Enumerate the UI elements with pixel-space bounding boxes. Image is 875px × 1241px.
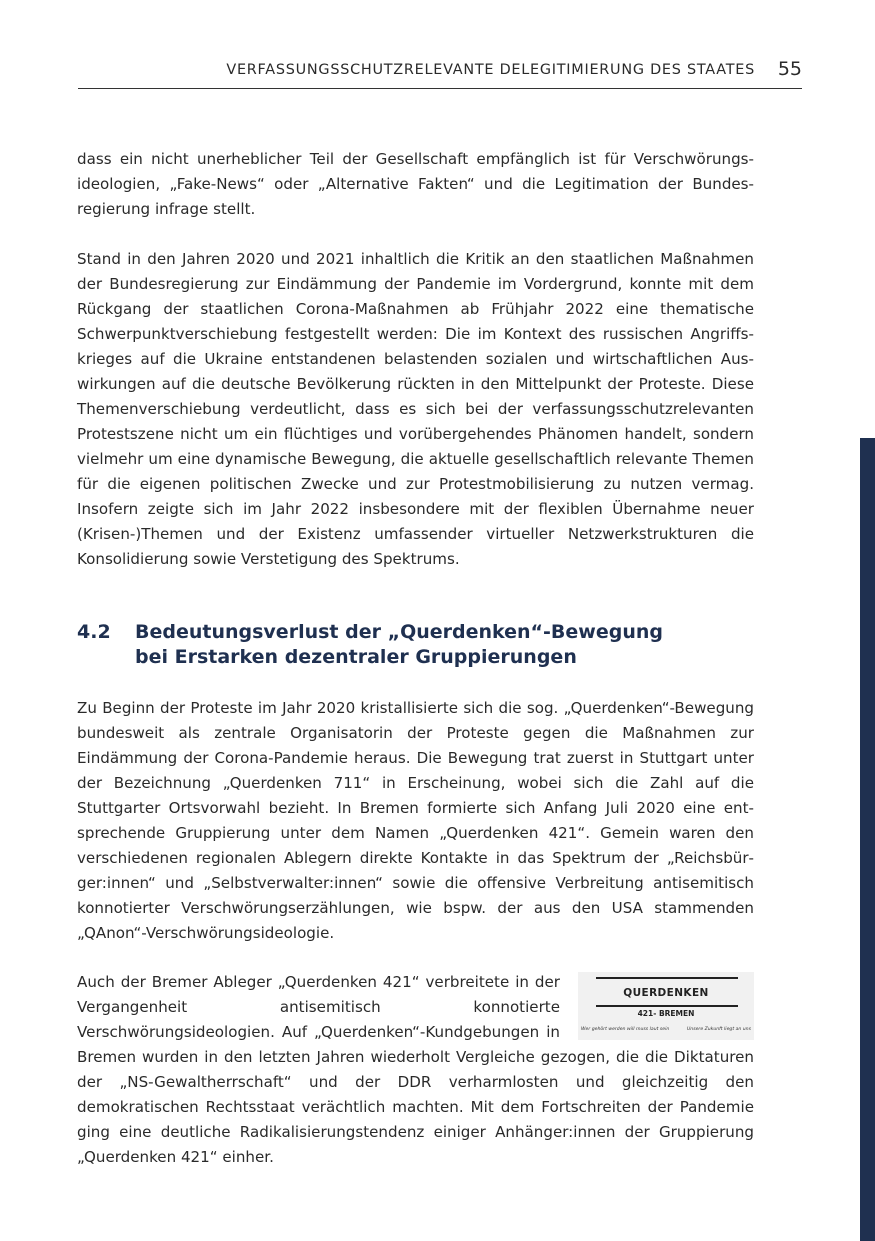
logo-rule	[596, 977, 738, 979]
page-number: 55	[777, 58, 802, 80]
side-color-bar	[860, 438, 875, 1241]
paragraph-text: Auch der Bremer Ableger „Querdenken 421“ verbreitete in der Vergangenheit antisemitisch konnotierte Verschwörungsideologien. Auf „Querdenken“-Kundgebungen in Bremen wurden in den letzten Jahren wiederholt Vergleiche gezogen, die die Diktaturen der „NS-Gewaltherrschaft“ und der DDR verharmlosten und gleichzeitig den demokratischen Rechtsstaat verächtlich machten. Mit dem Fortschreiten der Pandemie ging eine deutliche Radikalisierungstendenz einiger Anhänger:innen der Gruppierung „Querdenken 421“ einher.	[77, 973, 754, 1166]
running-header	[78, 58, 802, 89]
body-paragraph: dass ein nicht unerheblicher Teil der Gesellschaft empfänglich ist für Verschwörungsideologien, „Fake-News“ oder „Alternative Fakten“ und die Legitimation der Bundesregierung infrage stellt.	[77, 150, 754, 218]
section-title	[135, 620, 775, 670]
querdenken-421-logo	[578, 972, 754, 1040]
logo-subtitle: 421- BREMEN	[637, 1009, 695, 1018]
section-number: 4.2	[77, 621, 111, 643]
body-paragraph: Zu Beginn der Proteste im Jahr 2020 kristallisierte sich die sog. „Querdenken“-Bewegung bundesweit als zentrale Organisatorin der Proteste gegen die Maßnahmen zur Eindämmung der Corona-Pandemie heraus. Die Bewegung trat zuerst in Stuttgart unter der Bezeichnung „Querdenken 711“ in Erscheinung, wobei sich die Zahl auf die Stuttgarter Ortsvorwahl bezieht. In Bremen formierte sich Anfang Juli 2020 eine entsprechende Gruppierung unter dem Namen „Querdenken 421“. Gemein waren den verschiedenen regionalen Ablegern direkte Kontakte in das Spektrum der „Reichsbürger:innen“ und „Selbstverwalter:innen“ sowie die offensive Verbreitung antisemitisch konnotierter Verschwörungserzählungen, wie bspw. der aus den USA stammenden „QAnon“-Verschwörungsideologie.	[77, 699, 754, 942]
body-paragraph-with-figure	[77, 970, 754, 1170]
logo-slogan-right: Unsere Zukunft liegt an uns	[686, 1027, 751, 1032]
logo-slogan-left: Wer gehört werden will muss laut sein	[581, 1027, 670, 1032]
section-title-line: bei Erstarken dezentraler Gruppierungen	[135, 646, 577, 668]
section-title-line: Bedeutungsverlust der „Querdenken“-Bewegung	[135, 621, 663, 643]
logo-rule	[596, 1005, 738, 1007]
body-paragraph: Stand in den Jahren 2020 und 2021 inhaltlich die Kritik an den staatlichen Maßnahmen der Bundesregierung zur Eindämmung der Pandemie im Vordergrund, konnte mit dem Rückgang der staatlichen Corona-Maßnahmen ab Frühjahr 2022 eine thematische Schwerpunktverschiebung festgestellt werden: Die im Kontext des russischen Angriffskrieges auf die Ukraine entstandenen belastenden sozialen und wirtschaftlichen Auswirkungen auf die deutsche Bevölkerung rückten in den Mittelpunkt der Proteste. Diese Themenverschiebung verdeutlicht, dass es sich bei der verfassungsschutzrelevanten Protestszene nicht um ein flüchtiges und vorübergehendes Phänomen handelt, sondern vielmehr um eine dynamische Bewegung, die aktuelle gesellschaftlich relevante Themen für die eigenen politischen Zwecke und zur Protestmobilisierung zu nutzen vermag. Insofern zeigte sich im Jahr 2022 insbesondere mit der flexiblen Übernahme neuer (Krisen-)Themen und der Existenz umfassender virtueller Netzwerkstrukturen die Konsolidierung sowie Verstetigung des Spektrums.	[77, 250, 754, 568]
running-title: VERFASSUNGSSCHUTZRELEVANTE DELEGITIMIERUNG DES STAATES	[226, 62, 755, 78]
logo-name: QUERDENKEN	[623, 987, 709, 999]
